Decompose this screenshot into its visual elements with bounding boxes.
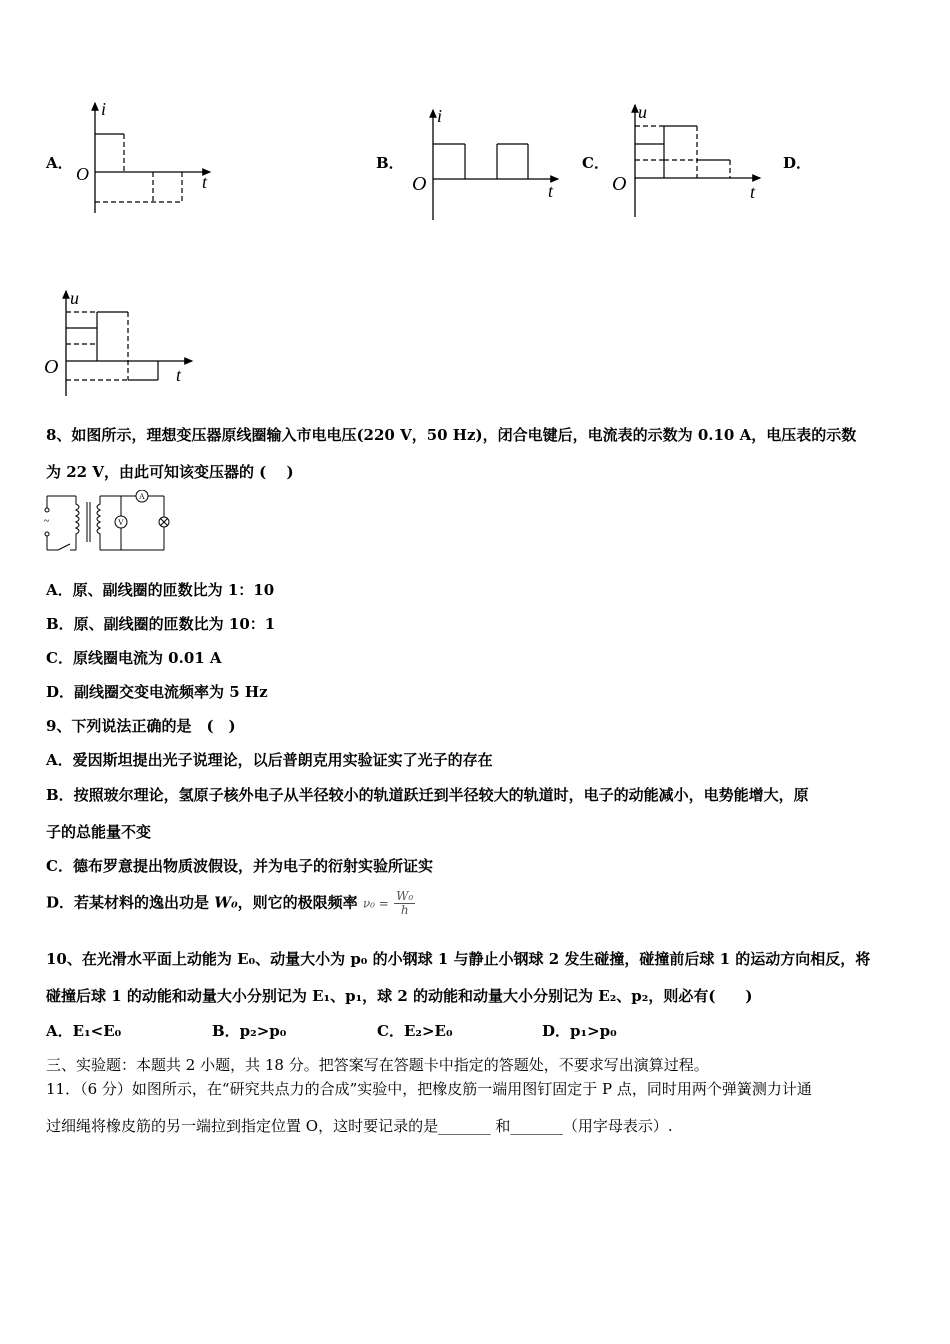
axis-t-label: t bbox=[176, 365, 182, 385]
graph-b bbox=[408, 105, 568, 225]
voltmeter-label: V bbox=[118, 518, 124, 527]
q9-option-d-w0: W₀ bbox=[214, 893, 238, 912]
q10-option-c: C．E₂>E₀ bbox=[377, 1022, 453, 1040]
q9-option-b-line2: 子的总能量不变 bbox=[46, 823, 152, 841]
origin-label: O bbox=[612, 173, 627, 195]
q10-option-a: A．E₁<E₀ bbox=[46, 1022, 122, 1040]
formula-denominator: h bbox=[400, 903, 409, 917]
axis-i-label: i bbox=[101, 99, 107, 119]
transformer-circuit-diagram bbox=[42, 490, 172, 556]
ammeter-label: A bbox=[139, 492, 145, 501]
origin-label: O bbox=[44, 356, 59, 378]
formula-fraction bbox=[394, 890, 415, 917]
q9-stem: 9、下列说法正确的是 ( ) bbox=[46, 717, 236, 735]
q9-option-d-pre: D．若某材料的逸出功是 bbox=[46, 893, 215, 912]
q10-stem-line1: 10、在光滑水平面上动能为 E₀、动量大小为 p₀ 的小钢球 1 与静止小钢球 2 发生碰撞，碰撞前后球 1 的运动方向相反，将 bbox=[46, 950, 871, 968]
axis-t-label: t bbox=[548, 181, 554, 201]
q8-stem-line1: 8、如图所示，理想变压器原线圈输入市电电压(220 V，50 Hz)，闭合电键后，电流表的示数为 0.10 A，电压表的示数 bbox=[46, 426, 857, 444]
graph-a bbox=[70, 98, 220, 218]
q10-option-b: B．p₂>p₀ bbox=[212, 1022, 287, 1040]
q10-stem-line2: 碰撞后球 1 的动能和动量大小分别记为 E₁、p₁，球 2 的动能和动量大小分别记为 E₂、p₂，则必有( ) bbox=[46, 987, 753, 1005]
q9-option-d bbox=[46, 890, 415, 917]
axis-u-label: u bbox=[70, 288, 79, 308]
option-c-label: C． bbox=[582, 154, 609, 172]
graph-d bbox=[42, 288, 202, 398]
axis-u-label: u bbox=[638, 102, 647, 122]
q9-option-a: A．爱因斯坦提出光子说理论，以后普朗克用实验证实了光子的存在 bbox=[46, 751, 493, 769]
option-a-label: A． bbox=[46, 154, 73, 172]
formula-nu: ν₀ = bbox=[362, 896, 389, 911]
formula-numerator: W₀ bbox=[396, 889, 414, 903]
axis-t-label: t bbox=[202, 172, 208, 192]
section-3-heading: 三、实验题：本题共 2 小题，共 18 分。把答案写在答题卡中指定的答题处，不要求写出演算过程。 bbox=[46, 1056, 709, 1074]
q8-option-a: A．原、副线圈的匝数比为 1：10 bbox=[46, 581, 275, 599]
q9-option-c: C．德布罗意提出物质波假设，并为电子的衍射实验所证实 bbox=[46, 857, 433, 875]
option-b-label: B． bbox=[376, 154, 404, 172]
axis-t-label: t bbox=[750, 182, 756, 202]
graph-c bbox=[610, 100, 770, 220]
axis-i-label: i bbox=[437, 106, 443, 126]
ac-source-symbol: ~ bbox=[44, 516, 50, 527]
q8-option-c: C．原线圈电流为 0.01 A bbox=[46, 649, 222, 667]
q9-option-b-line1: B．按照玻尔理论，氢原子核外电子从半径较小的轨道跃迁到半径较大的轨道时，电子的动能减小，电势能增大，原 bbox=[46, 786, 809, 804]
q8-stem-line2: 为 22 V，由此可知该变压器的 ( ) bbox=[46, 463, 294, 481]
q10-option-d: D．p₁>p₀ bbox=[542, 1022, 617, 1040]
q9-option-d-post: ，则它的极限频率 bbox=[237, 893, 363, 912]
q11-stem-line1: 11．（6 分）如图所示，在“研究共点力的合成”实验中，把橡皮筋一端用图钉固定于 P 点，同时用两个弹簧测力计通 bbox=[46, 1080, 812, 1098]
q11-stem-line2: 过细绳将橡皮筋的另一端拉到指定位置 O，这时要记录的是_______ 和_______（用字母表示）. bbox=[46, 1117, 673, 1135]
q8-option-d: D．副线圈交变电流频率为 5 Hz bbox=[46, 683, 268, 701]
origin-label: O bbox=[76, 164, 89, 184]
origin-label: O bbox=[412, 173, 427, 195]
q8-option-b: B．原、副线圈的匝数比为 10：1 bbox=[46, 615, 276, 633]
option-d-label: D． bbox=[783, 154, 812, 172]
